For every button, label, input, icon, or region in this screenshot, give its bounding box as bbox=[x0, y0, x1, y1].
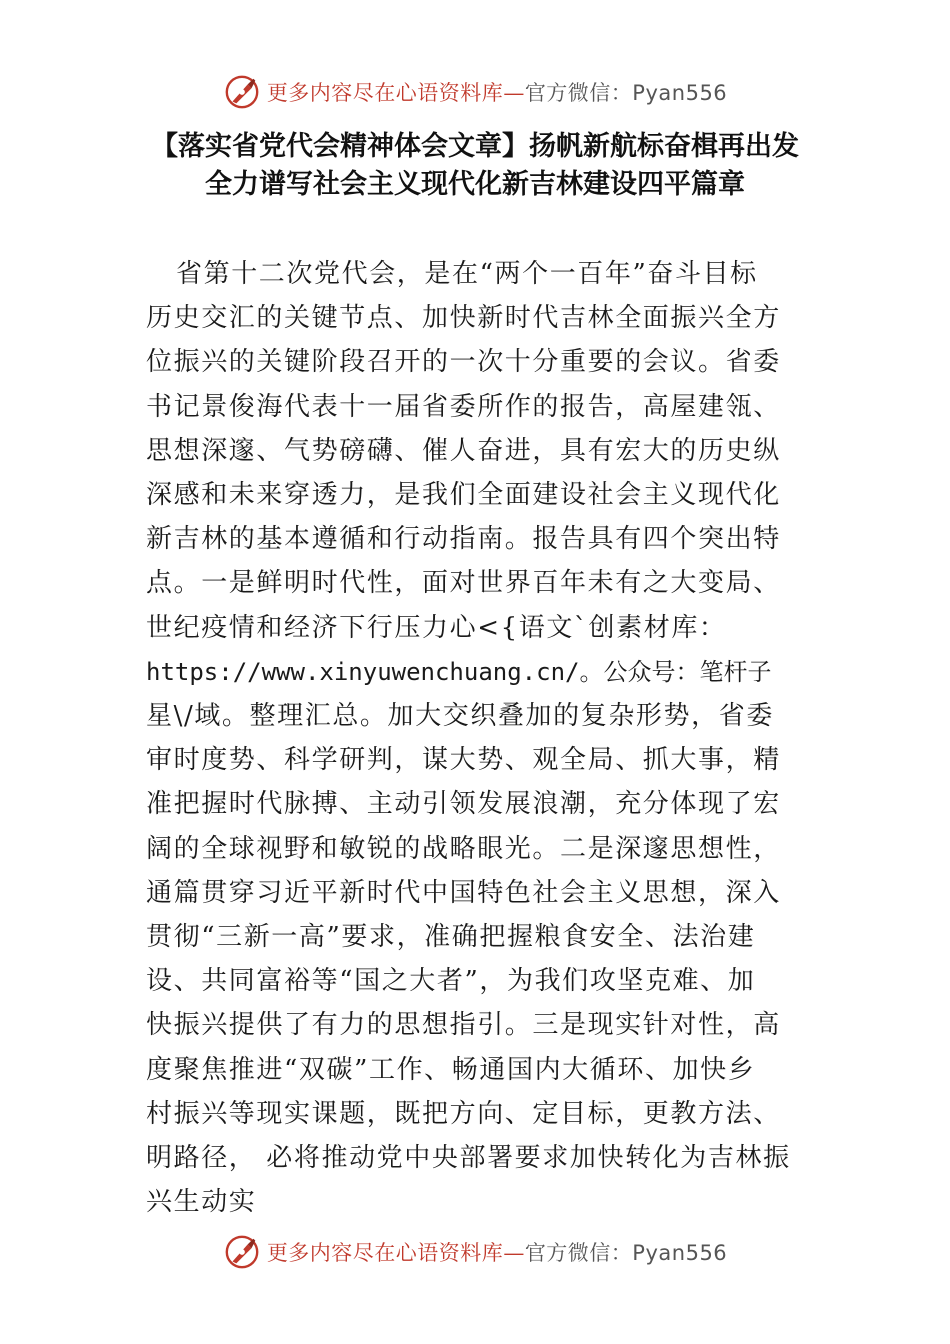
body-line: 思想深邃、气势磅礴、催人奋进，具有宏大的历史纵 bbox=[146, 435, 781, 466]
banner-wechat: 官方微信：Pyan556 bbox=[524, 81, 728, 105]
body-line: 村振兴等现实课题，既把方向、定目标，更教方法、 bbox=[146, 1098, 781, 1129]
body-line: 贯彻“三新一高”要求，准确把握粮食安全、法治建 bbox=[146, 922, 756, 953]
banner-site-name: 更多内容尽在心语资料库 bbox=[266, 81, 504, 105]
body-line: 通篇贯穿习近平新时代中国特色社会主义思想，深入 bbox=[146, 877, 781, 908]
banner-text bbox=[267, 77, 727, 107]
header-banner bbox=[0, 72, 950, 112]
footer-banner bbox=[0, 1232, 950, 1272]
document-title bbox=[60, 128, 890, 204]
body-line: 深感和未来穿透力，是我们全面建设社会主义现代化 bbox=[146, 480, 781, 511]
body-line: 省第十二次党代会，是在“两个一百年”奋斗目标 bbox=[176, 259, 758, 289]
body-line: 星\/域。整理汇总。加大交织叠加的复杂形势，省委 bbox=[146, 701, 774, 732]
title-line-1: 【落实省党代会精神体会文章】扬帆新航标奋楫再出发 bbox=[151, 131, 799, 162]
body-line: 新吉林的基本遵循和行动指南。报告具有四个突出特 bbox=[146, 524, 781, 555]
body-line: 快振兴提供了有力的思想指引。三是现实针对性，高 bbox=[146, 1010, 781, 1041]
body-line: 审时度势、科学研判，谋大势、观全局、抓大事，精 bbox=[146, 745, 781, 776]
body-line: 点。一是鲜明时代性，面对世界百年未有之大变局、 bbox=[146, 568, 781, 599]
banner-wechat: 官方微信：Pyan556 bbox=[524, 1241, 728, 1265]
body-line-url: https://www.xinyuwenchuang.cn/。公众号：笔杆子 bbox=[146, 657, 772, 686]
body-line: 明路径， 必将推动党中央部署要求加快转化为吉林振 bbox=[146, 1143, 791, 1174]
body-line: 度聚焦推进“双碳”工作、畅通国内大循环、加快乡 bbox=[146, 1054, 756, 1085]
banner-separator: — bbox=[503, 1241, 525, 1265]
body-line: 兴生动实 bbox=[146, 1187, 257, 1218]
document-body bbox=[146, 252, 822, 1224]
body-line: 阔的全球视野和敏锐的战略眼光。二是深邃思想性， bbox=[146, 833, 781, 864]
body-line: 世纪疫情和经济下行压力心<{语文`创素材库： bbox=[146, 612, 727, 643]
banner-text bbox=[267, 1237, 727, 1267]
body-line: 位振兴的关键阶段召开的一次十分重要的会议。省委 bbox=[146, 347, 781, 378]
pen-nib-logo-icon bbox=[223, 1233, 261, 1271]
banner-site-name: 更多内容尽在心语资料库 bbox=[266, 1241, 504, 1265]
body-line: 准把握时代脉搏、主动引领发展浪潮，充分体现了宏 bbox=[146, 789, 781, 820]
body-line: 历史交汇的关键节点、加快新时代吉林全面振兴全方 bbox=[146, 303, 781, 334]
title-line-2: 全力谱写社会主义现代化新吉林建设四平篇章 bbox=[205, 169, 745, 200]
banner-separator: — bbox=[503, 81, 525, 105]
pen-nib-logo-icon bbox=[223, 73, 261, 111]
body-line: 书记景俊海代表十一届省委所作的报告，高屋建瓴、 bbox=[146, 391, 781, 422]
body-line: 设、共同富裕等“国之大者”，为我们攻坚克难、加 bbox=[146, 966, 756, 997]
